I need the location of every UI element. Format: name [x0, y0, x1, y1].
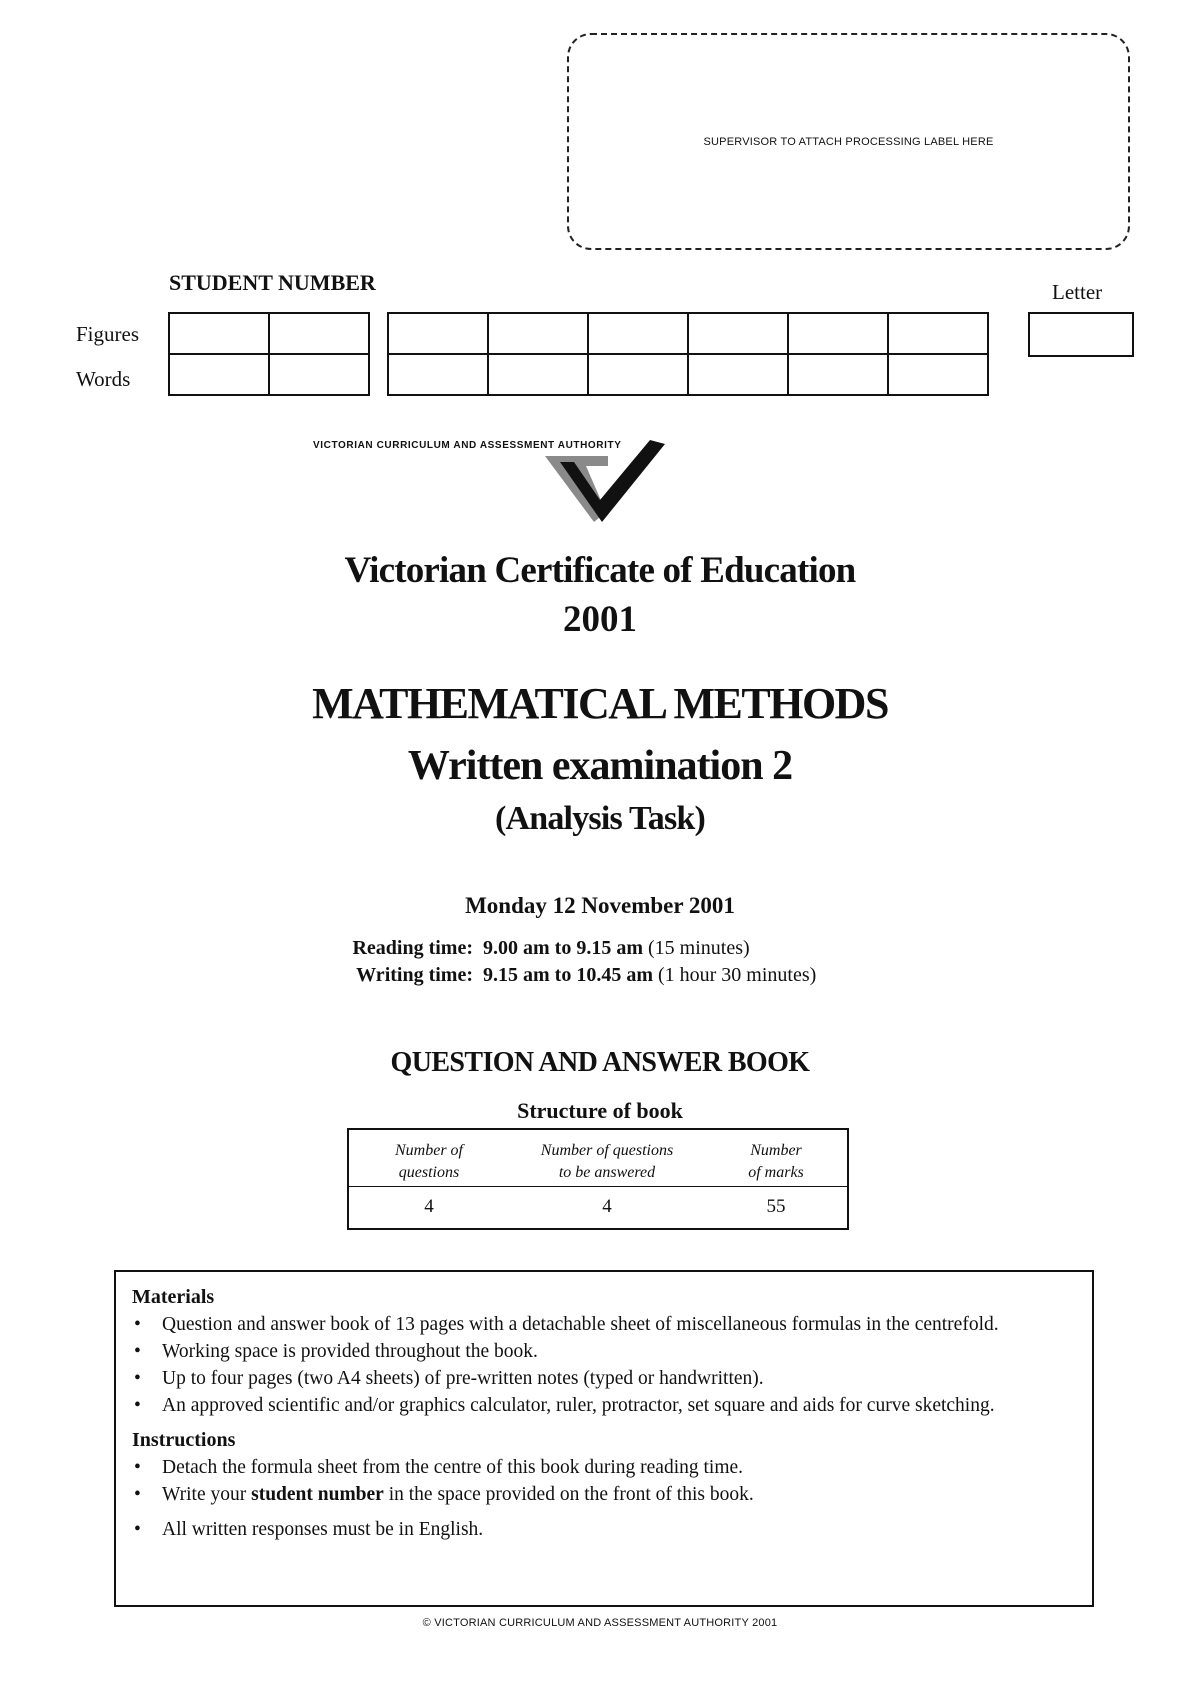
student-number-heading: STUDENT NUMBER	[169, 270, 376, 295]
questions-answered-count: 4	[602, 1196, 612, 1217]
writing-time-value: 9.15 am to 10.45 am	[483, 964, 653, 986]
processing-label-area	[567, 33, 1130, 250]
task-title: (Analysis Task)	[494, 800, 706, 837]
vcaa-checkmark-logo-icon	[540, 440, 665, 522]
exam-year: 2001	[563, 599, 637, 640]
structure-table	[347, 1128, 849, 1230]
word-box[interactable]	[688, 354, 788, 395]
list-item: • An approved scientific and/or graphics calculator, ruler, protractor, set square and aids for curve sketching.	[132, 1392, 1052, 1419]
exam-title: Written examination 2	[407, 743, 793, 789]
column-header: Number of marks	[748, 1142, 804, 1181]
list-item: • Question and answer book of 13 pages with a detachable sheet of miscellaneous formulas in the centrefold.	[132, 1311, 1052, 1338]
word-box[interactable]	[888, 354, 988, 395]
figures-label: Figures	[76, 322, 139, 346]
subject-title: MATHEMATICAL METHODS	[312, 679, 888, 728]
figure-box[interactable]	[169, 313, 269, 354]
column-header: Number of questions to be answered	[540, 1142, 674, 1181]
instructions-list	[132, 1454, 1052, 1543]
certificate-title: Victorian Certificate of Education	[344, 550, 856, 591]
list-item: • Working space is provided throughout the book.	[132, 1338, 1052, 1365]
copyright-footer: © VICTORIAN CURRICULUM AND ASSESSMENT AUTHORITY 2001	[422, 1617, 778, 1629]
list-item: • Write your student number in the space provided on the front of this book.	[132, 1481, 1052, 1508]
materials-list	[132, 1311, 1052, 1419]
word-box[interactable]	[788, 354, 888, 395]
list-item: • Up to four pages (two A4 sheets) of pre-written notes (typed or handwritten).	[132, 1365, 1052, 1392]
writing-time-row	[330, 964, 816, 987]
column-header: Number of questions	[395, 1142, 463, 1181]
instructions-heading: Instructions	[132, 1429, 236, 1451]
word-box[interactable]	[269, 354, 369, 395]
word-box[interactable]	[388, 354, 488, 395]
writing-time-label: Writing time:	[356, 964, 473, 986]
materials-instructions-box	[114, 1270, 1094, 1607]
list-item: • All written responses must be in English.	[132, 1516, 1052, 1543]
marks-count: 55	[766, 1196, 786, 1217]
word-box[interactable]	[588, 354, 688, 395]
figure-box[interactable]	[888, 313, 988, 354]
vcaa-logo-text: VICTORIAN CURRICULUM AND ASSESSMENT AUTHORITY	[313, 440, 622, 451]
figure-box[interactable]	[688, 313, 788, 354]
words-label: Words	[76, 367, 131, 391]
reading-time-row	[330, 937, 750, 960]
letter-label: Letter	[1052, 280, 1103, 304]
reading-time-label: Reading time:	[352, 937, 473, 959]
writing-time-duration: (1 hour 30 minutes)	[657, 964, 817, 986]
book-heading: QUESTION AND ANSWER BOOK	[390, 1047, 810, 1078]
list-item: • Detach the formula sheet from the centre of this book during reading time.	[132, 1454, 1052, 1481]
letter-box[interactable]	[1028, 312, 1134, 357]
reading-time-value: 9.00 am to 9.15 am	[483, 937, 643, 959]
word-box[interactable]	[488, 354, 588, 395]
questions-count: 4	[424, 1196, 434, 1217]
table-divider	[349, 1186, 847, 1187]
exam-date: Monday 12 November 2001	[465, 893, 735, 918]
figure-box[interactable]	[269, 313, 369, 354]
word-box[interactable]	[169, 354, 269, 395]
structure-title: Structure of book	[517, 1098, 683, 1123]
figure-box[interactable]	[588, 313, 688, 354]
figure-box[interactable]	[388, 313, 488, 354]
figure-box[interactable]	[788, 313, 888, 354]
student-number-grid-right	[387, 312, 989, 396]
student-number-grid-left	[168, 312, 370, 396]
processing-label-text: SUPERVISOR TO ATTACH PROCESSING LABEL HERE	[703, 135, 994, 148]
reading-time-duration: (15 minutes)	[647, 937, 750, 959]
figure-box[interactable]	[488, 313, 588, 354]
materials-heading: Materials	[132, 1286, 215, 1308]
